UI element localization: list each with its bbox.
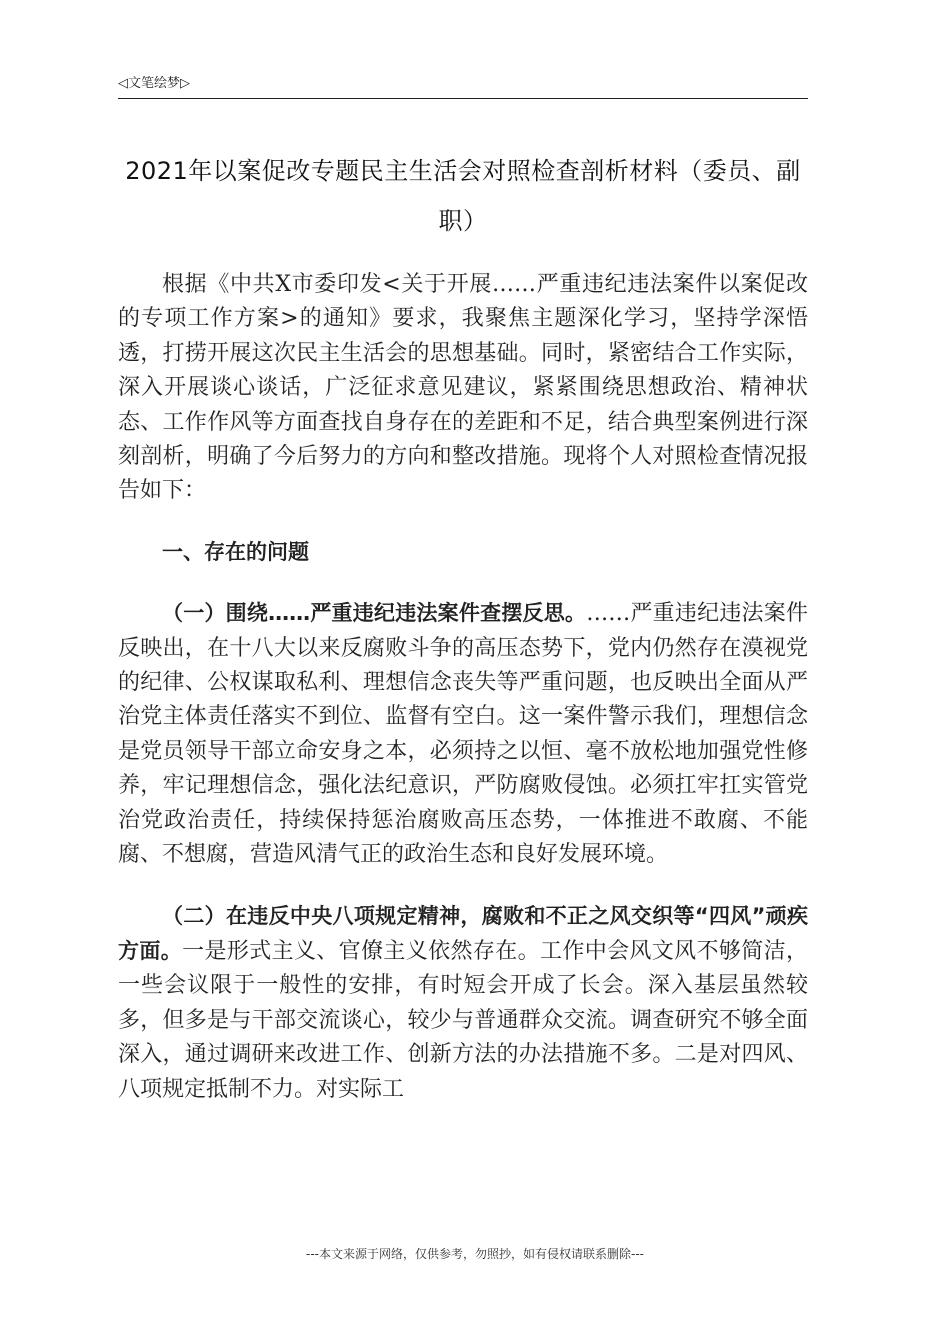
left-triangle-icon: ◁ (118, 76, 128, 91)
brand-label: 文笔绘梦 (128, 76, 181, 91)
section-heading-paragraph (118, 535, 808, 570)
intro-paragraph: 根据《中共X市委印发<关于开展……严重违纪违法案件以案促改的专项工作方案>的通知》要求，我聚焦主题深化学习，坚持学深悟透，打捞开展这次民主生活会的思想基础。同时，紧密结合工作实际，深入开展谈心谈话，广泛征求意见建议，紧紧围绕思想政治、精神状态、工作作风等方面查找自身存在的差距和不足，结合典型案例进行深刻剖析，明确了今后努力的方向和整改措施。现将个人对照检查情况报告如下： (118, 272, 808, 504)
item-2-text: 一是形式主义、官僚主义依然存在。工作中会风文风不够简洁，一些会议限于一般性的安排，有时短会开成了长会。深入基层虽然较多，但多是与干部交流谈心，较少与普通群众交流。调查研究不够全面深入，通过调研来改进工作、创新方法的办法措施不多。二是对四风、八项规定抵制不力。对实际工 (118, 938, 808, 1102)
page-header (118, 74, 808, 99)
item-1-text: ……严重违纪违法案件反映出，在十八大以来反腐败斗争的高压态势下，党内仍然存在漠视党的纪律、公权谋取私利、理想信念丧失等严重问题，也反映出全面从严治党主体责任落实不到位、监督有空白。这一案件警示我们，理想信念是党员领导干部立命安身之本，必须持之以恒、毫不放松地加强党性修养，牢记理想信念，强化法纪意识，严防腐败侵蚀。必须扛牢扛实管党治党政治责任，持续保持惩治腐败高压态势，一体推进不敢腐、不能腐、不想腐，营造风清气正的政治生态和良好发展环境。 (118, 601, 808, 868)
item-1-lead: （一）围绕……严重违纪违法案件查摆反思。 (162, 601, 587, 626)
item-1-paragraph (118, 596, 808, 872)
right-triangle-icon: ▷ (180, 76, 191, 91)
section-heading: 一、存在的问题 (162, 539, 309, 564)
document-title: 2021年以案促改专题民主生活会对照检查剖析材料（委员、副职） (125, 157, 801, 235)
page-footer: ---本文来源于网络，仅供参考，勿照抄，如有侵权请联系删除--- (306, 1247, 644, 1261)
document-body (118, 268, 808, 1107)
item-2-lead: （二）在违反中央八项规定精神，腐败和不正之风交织等“四风”顽疾方面。 (118, 903, 808, 963)
item-2-paragraph (118, 899, 808, 1107)
